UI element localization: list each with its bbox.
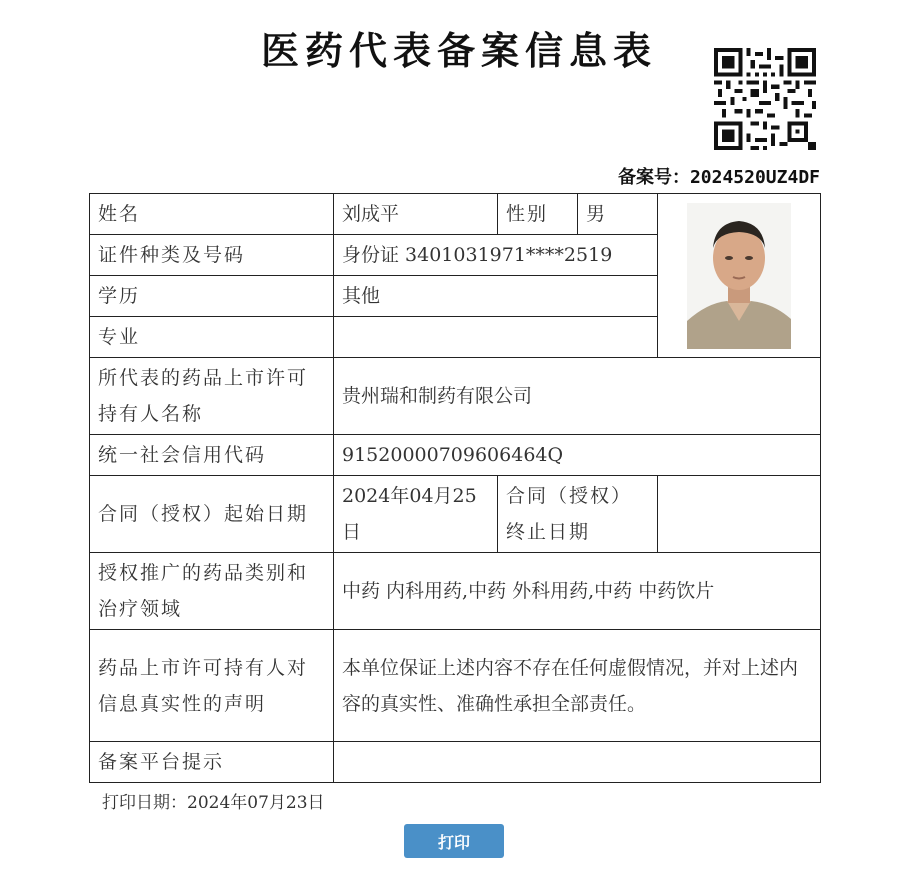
value-drug-category: 中药 内科用药,中药 外科用药,中药 中药饮片 <box>334 553 821 630</box>
label-education: 学历 <box>90 276 334 317</box>
value-contract-start: 2024年04月25日 <box>334 476 498 553</box>
value-contract-end <box>658 476 821 553</box>
value-declaration: 本单位保证上述内容不存在任何虚假情况，并对上述内容的真实性、准确性承担全部责任。 <box>334 630 821 742</box>
qr-code <box>714 48 816 150</box>
portrait-photo <box>687 203 791 349</box>
value-platform-tip <box>334 742 821 783</box>
label-gender: 性别 <box>498 194 578 235</box>
value-credit-code: 91520000709606464Q <box>334 435 821 476</box>
print-button[interactable]: 打印 <box>404 824 504 858</box>
print-date: 打印日期：2024年07月23日 <box>102 793 325 813</box>
value-gender: 男 <box>578 194 658 235</box>
label-platform-tip: 备案平台提示 <box>90 742 334 783</box>
value-id-type-number: 身份证 3401031971****2519 <box>334 235 658 276</box>
label-declaration: 药品上市许可持有人对信息真实性的声明 <box>90 630 334 742</box>
label-id-type-number: 证件种类及号码 <box>90 235 334 276</box>
label-contract-start: 合同（授权）起始日期 <box>90 476 334 553</box>
label-drug-category: 授权推广的药品类别和治疗领域 <box>90 553 334 630</box>
info-table <box>89 193 821 783</box>
label-holder-name: 所代表的药品上市许可持有人名称 <box>90 358 334 435</box>
record-number: 备案号：2024520UZ4DF <box>617 167 820 188</box>
label-major: 专业 <box>90 317 334 358</box>
label-credit-code: 统一社会信用代码 <box>90 435 334 476</box>
label-contract-end: 合同（授权）终止日期 <box>498 476 658 553</box>
page-title: 医药代表备案信息表 <box>260 28 657 73</box>
photo-cell <box>658 194 821 358</box>
value-holder-name: 贵州瑞和制药有限公司 <box>334 358 821 435</box>
value-name: 刘成平 <box>334 194 498 235</box>
value-major <box>334 317 658 358</box>
value-education: 其他 <box>334 276 658 317</box>
label-name: 姓名 <box>90 194 334 235</box>
